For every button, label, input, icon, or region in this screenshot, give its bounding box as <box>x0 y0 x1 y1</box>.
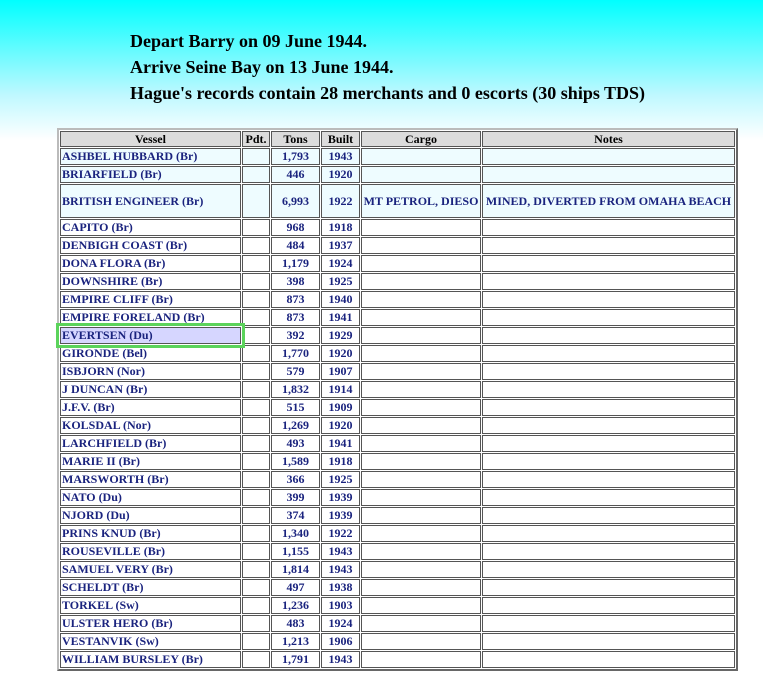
pdt-cell <box>242 597 270 614</box>
built-cell: 1943 <box>321 561 360 578</box>
table-row <box>60 255 735 272</box>
built-cell: 1920 <box>321 166 360 183</box>
table-row <box>60 543 735 560</box>
vessel-link[interactable]: SAMUEL VERY (Br) <box>60 561 241 578</box>
tons-cell: 1,793 <box>271 148 320 165</box>
built-cell: 1943 <box>321 543 360 560</box>
tons-cell: 446 <box>271 166 320 183</box>
built-cell: 1909 <box>321 399 360 416</box>
pdt-cell <box>242 148 270 165</box>
tons-cell: 968 <box>271 219 320 236</box>
tons-cell: 1,179 <box>271 255 320 272</box>
pdt-cell <box>242 471 270 488</box>
tons-cell: 873 <box>271 309 320 326</box>
vessel-link[interactable]: DENBIGH COAST (Br) <box>60 237 241 254</box>
cargo-cell <box>361 579 481 596</box>
pdt-cell <box>242 345 270 362</box>
vessel-link[interactable]: ASHBEL HUBBARD (Br) <box>60 148 241 165</box>
tons-cell: 493 <box>271 435 320 452</box>
pdt-cell <box>242 363 270 380</box>
pdt-cell <box>242 327 270 344</box>
tons-cell: 497 <box>271 579 320 596</box>
built-cell: 1924 <box>321 615 360 632</box>
built-cell: 1943 <box>321 651 360 668</box>
table-row <box>60 579 735 596</box>
notes-cell <box>482 471 735 488</box>
table-row <box>60 489 735 506</box>
notes-cell <box>482 255 735 272</box>
table-row <box>60 219 735 236</box>
pdt-cell <box>242 633 270 650</box>
notes-cell <box>482 327 735 344</box>
table-row <box>60 363 735 380</box>
table-row <box>60 291 735 308</box>
notes-cell <box>482 579 735 596</box>
notes-cell <box>482 237 735 254</box>
tons-cell: 1,832 <box>271 381 320 398</box>
vessel-link[interactable]: ULSTER HERO (Br) <box>60 615 241 632</box>
pdt-cell <box>242 615 270 632</box>
table-row <box>60 561 735 578</box>
tons-cell: 392 <box>271 327 320 344</box>
built-cell: 1943 <box>321 148 360 165</box>
built-cell: 1937 <box>321 237 360 254</box>
notes-cell <box>482 543 735 560</box>
records-summary-line: Hague's records contain 28 merchants and 0 escorts (30 ships TDS) <box>130 83 646 103</box>
vessel-link[interactable]: TORKEL (Sw) <box>60 597 241 614</box>
vessel-link[interactable]: J.F.V. (Br) <box>60 399 241 416</box>
table-row <box>60 507 735 524</box>
notes-cell <box>482 453 735 470</box>
pdt-cell <box>242 435 270 452</box>
notes-cell <box>482 561 735 578</box>
cargo-cell <box>361 327 481 344</box>
tons-cell: 1,791 <box>271 651 320 668</box>
table-row <box>60 166 735 183</box>
vessel-link[interactable]: EMPIRE FORELAND (Br) <box>60 309 241 326</box>
vessel-link[interactable]: VESTANVIK (Sw) <box>60 633 241 650</box>
notes-cell <box>482 417 735 434</box>
notes-cell <box>482 597 735 614</box>
tons-cell: 873 <box>271 291 320 308</box>
built-cell: 1925 <box>321 273 360 290</box>
col-header-tons: Tons <box>271 131 320 147</box>
cargo-cell <box>361 148 481 165</box>
cargo-cell <box>361 291 481 308</box>
col-header-pdt: Pdt. <box>242 131 270 147</box>
cargo-cell <box>361 471 481 488</box>
page-header <box>130 28 645 106</box>
table-row <box>60 399 735 416</box>
cargo-cell <box>361 561 481 578</box>
vessel-link[interactable]: GIRONDE (Bel) <box>60 345 241 362</box>
vessel-link[interactable]: LARCHFIELD (Br) <box>60 435 241 452</box>
vessel-link[interactable]: J DUNCAN (Br) <box>60 381 241 398</box>
vessel-link[interactable]: EVERTSEN (Du) <box>60 327 241 344</box>
notes-cell <box>482 435 735 452</box>
cargo-cell <box>361 273 481 290</box>
table-row <box>60 615 735 632</box>
notes-cell <box>482 166 735 183</box>
table-row <box>60 417 735 434</box>
built-cell: 1939 <box>321 507 360 524</box>
pdt-cell <box>242 273 270 290</box>
cargo-cell: MT PETROL, DIESO <box>361 184 481 218</box>
cargo-cell <box>361 309 481 326</box>
cargo-cell <box>361 237 481 254</box>
cargo-cell <box>361 651 481 668</box>
pdt-cell <box>242 399 270 416</box>
notes-cell <box>482 273 735 290</box>
built-cell: 1941 <box>321 435 360 452</box>
col-header-built: Built <box>321 131 360 147</box>
table-row <box>60 597 735 614</box>
vessel-link[interactable]: CAPITO (Br) <box>60 219 241 236</box>
cargo-cell <box>361 435 481 452</box>
built-cell: 1940 <box>321 291 360 308</box>
arrive-line: Arrive Seine Bay on 13 June 1944. <box>130 57 394 77</box>
notes-cell <box>482 309 735 326</box>
table-row <box>60 633 735 650</box>
table-row <box>60 309 735 326</box>
cargo-cell <box>361 381 481 398</box>
built-cell: 1920 <box>321 345 360 362</box>
cargo-cell <box>361 166 481 183</box>
col-header-vessel: Vessel <box>60 131 241 147</box>
table-row <box>60 453 735 470</box>
tons-cell: 579 <box>271 363 320 380</box>
built-cell: 1906 <box>321 633 360 650</box>
cargo-cell <box>361 615 481 632</box>
pdt-cell <box>242 561 270 578</box>
notes-cell <box>482 363 735 380</box>
table-row <box>60 345 735 362</box>
built-cell: 1920 <box>321 417 360 434</box>
pdt-cell <box>242 543 270 560</box>
cargo-cell <box>361 255 481 272</box>
vessel-link[interactable]: KOLSDAL (Nor) <box>60 417 241 434</box>
cargo-cell <box>361 363 481 380</box>
tons-cell: 484 <box>271 237 320 254</box>
pdt-cell <box>242 255 270 272</box>
table-row <box>60 651 735 668</box>
tons-cell: 1,814 <box>271 561 320 578</box>
vessel-link[interactable]: MARIE II (Br) <box>60 453 241 470</box>
built-cell: 1929 <box>321 327 360 344</box>
tons-cell: 398 <box>271 273 320 290</box>
pdt-cell <box>242 525 270 542</box>
pdt-cell <box>242 166 270 183</box>
built-cell: 1907 <box>321 363 360 380</box>
table-row <box>60 471 735 488</box>
built-cell: 1938 <box>321 579 360 596</box>
notes-cell <box>482 399 735 416</box>
table-row <box>60 525 735 542</box>
notes-cell <box>482 525 735 542</box>
tons-cell: 1,213 <box>271 633 320 650</box>
convoy-table <box>57 128 738 671</box>
notes-cell <box>482 633 735 650</box>
cargo-cell <box>361 507 481 524</box>
built-cell: 1941 <box>321 309 360 326</box>
pdt-cell <box>242 184 270 218</box>
vessel-link[interactable]: WILLIAM BURSLEY (Br) <box>60 651 241 668</box>
tons-cell: 374 <box>271 507 320 524</box>
built-cell: 1922 <box>321 184 360 218</box>
built-cell: 1922 <box>321 525 360 542</box>
built-cell: 1925 <box>321 471 360 488</box>
vessel-link[interactable]: DONA FLORA (Br) <box>60 255 241 272</box>
built-cell: 1918 <box>321 453 360 470</box>
table-row <box>60 148 735 165</box>
cargo-cell <box>361 525 481 542</box>
tons-cell: 483 <box>271 615 320 632</box>
tons-cell: 1,155 <box>271 543 320 560</box>
tons-cell: 1,589 <box>271 453 320 470</box>
vessel-link[interactable]: MARSWORTH (Br) <box>60 471 241 488</box>
table-row <box>60 381 735 398</box>
vessel-link[interactable]: DOWNSHIRE (Br) <box>60 273 241 290</box>
vessel-link[interactable]: NATO (Du) <box>60 489 241 506</box>
tons-cell: 366 <box>271 471 320 488</box>
table-row <box>60 273 735 290</box>
depart-line: Depart Barry on 09 June 1944. <box>130 31 367 51</box>
pdt-cell <box>242 507 270 524</box>
table-row <box>60 237 735 254</box>
built-cell: 1914 <box>321 381 360 398</box>
notes-cell <box>482 507 735 524</box>
vessel-link[interactable]: ISBJORN (Nor) <box>60 363 241 380</box>
cargo-cell <box>361 219 481 236</box>
cargo-cell <box>361 489 481 506</box>
vessel-link[interactable]: NJORD (Du) <box>60 507 241 524</box>
vessel-link[interactable]: EMPIRE CLIFF (Br) <box>60 291 241 308</box>
pdt-cell <box>242 453 270 470</box>
notes-cell <box>482 651 735 668</box>
tons-cell: 515 <box>271 399 320 416</box>
built-cell: 1918 <box>321 219 360 236</box>
tons-cell: 1,236 <box>271 597 320 614</box>
pdt-cell <box>242 381 270 398</box>
tons-cell: 1,340 <box>271 525 320 542</box>
tons-cell: 399 <box>271 489 320 506</box>
pdt-cell <box>242 237 270 254</box>
notes-cell <box>482 381 735 398</box>
table-row <box>60 435 735 452</box>
notes-cell <box>482 219 735 236</box>
tons-cell: 1,770 <box>271 345 320 362</box>
col-header-notes: Notes <box>482 131 735 147</box>
pdt-cell <box>242 309 270 326</box>
notes-cell <box>482 291 735 308</box>
vessel-link[interactable]: ROUSEVILLE (Br) <box>60 543 241 560</box>
col-header-cargo: Cargo <box>361 131 481 147</box>
vessel-link[interactable]: PRINS KNUD (Br) <box>60 525 241 542</box>
vessel-link[interactable]: SCHELDT (Br) <box>60 579 241 596</box>
cargo-cell <box>361 543 481 560</box>
table-row <box>60 184 735 218</box>
built-cell: 1903 <box>321 597 360 614</box>
cargo-cell <box>361 453 481 470</box>
built-cell: 1924 <box>321 255 360 272</box>
pdt-cell <box>242 651 270 668</box>
vessel-link[interactable]: BRIARFIELD (Br) <box>60 166 241 183</box>
pdt-cell <box>242 219 270 236</box>
table-row <box>60 327 735 344</box>
pdt-cell <box>242 417 270 434</box>
cargo-cell <box>361 345 481 362</box>
pdt-cell <box>242 489 270 506</box>
notes-cell <box>482 615 735 632</box>
cargo-cell <box>361 399 481 416</box>
tons-cell: 1,269 <box>271 417 320 434</box>
pdt-cell <box>242 291 270 308</box>
built-cell: 1939 <box>321 489 360 506</box>
cargo-cell <box>361 633 481 650</box>
notes-cell: MINED, DIVERTED FROM OMAHA BEACH <box>482 184 735 218</box>
tons-cell: 6,993 <box>271 184 320 218</box>
notes-cell <box>482 148 735 165</box>
cargo-cell <box>361 417 481 434</box>
vessel-link[interactable]: BRITISH ENGINEER (Br) <box>60 184 241 218</box>
notes-cell <box>482 489 735 506</box>
notes-cell <box>482 345 735 362</box>
pdt-cell <box>242 579 270 596</box>
cargo-cell <box>361 597 481 614</box>
table-header-row <box>60 131 735 147</box>
